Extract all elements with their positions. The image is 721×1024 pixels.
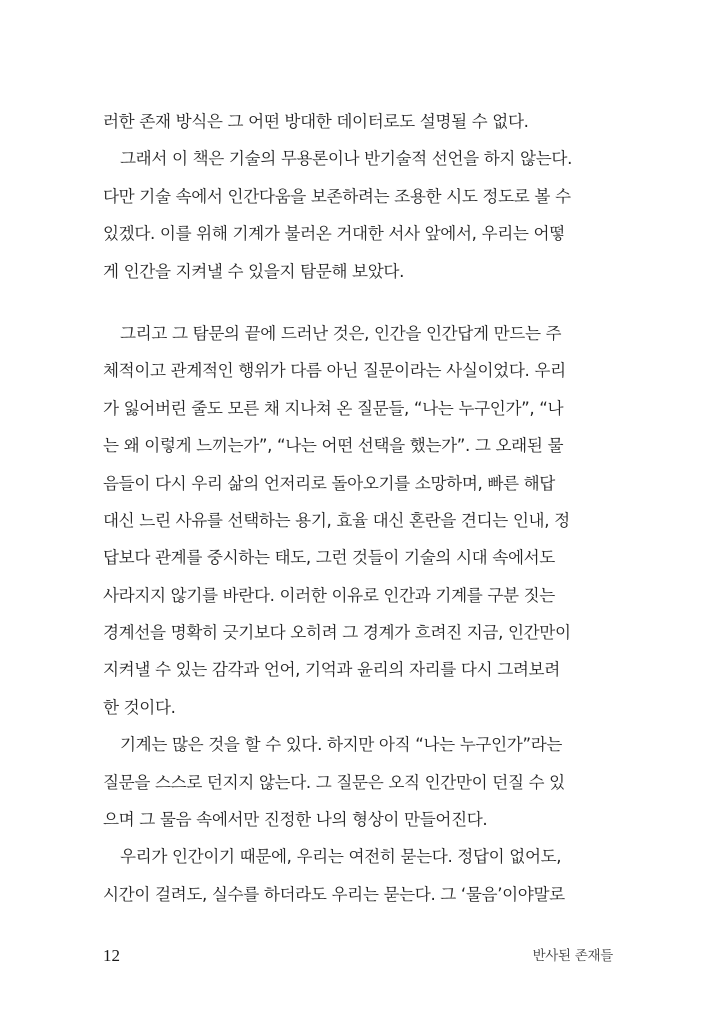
text-line: 는 왜 이렇게 느끼는가”, “나는 어떤 선택을 했는가”. 그 오래된 물 [103, 436, 564, 456]
text-line: 경계선을 명확히 긋기보다 오히려 그 경계가 흐려진 지금, 인간만이 [103, 623, 571, 643]
text-line: 대신 느린 사유를 선택하는 용기, 효율 대신 혼란을 견디는 인내, 정 [103, 510, 570, 530]
text-line: 게 인간을 지켜낼 수 있을지 탐문해 보았다. [103, 261, 405, 281]
text-line: 있겠다. 이를 위해 기계가 불러온 거대한 서사 앞에서, 우리는 어떻 [103, 224, 565, 244]
text-line: 그리고 그 탐문의 끝에 드러난 것은, 인간을 인간답게 만드는 주 [120, 323, 562, 343]
page-number: 12 [103, 946, 120, 965]
text-line: 기계는 많은 것을 할 수 있다. 하지만 아직 “나는 누구인가”라는 [120, 735, 563, 755]
text-line: 지켜낼 수 있는 감각과 언어, 기억과 윤리의 자리를 다시 그려보려 [103, 660, 560, 680]
text-line: 음들이 다시 우리 삶의 언저리로 돌아오기를 소망하며, 빠른 해답 [103, 473, 555, 493]
paragraph-gap [103, 290, 615, 315]
text-line: 한 것이다. [103, 697, 176, 717]
page-footer [103, 942, 613, 970]
text-line: 러한 존재 방식은 그 어떤 방대한 데이터로도 설명될 수 없다. [103, 112, 529, 131]
text-line: 답보다 관계를 중시하는 태도, 그런 것들이 기술의 시대 속에서도 [103, 548, 555, 568]
text-line: 질문을 스스로 던지지 않는다. 그 질문은 오직 인간만이 던질 수 있 [103, 772, 565, 792]
text-line: 그래서 이 책은 기술의 무용론이나 반기술적 선언을 하지 않는다. [120, 149, 572, 169]
text-line: 으며 그 물음 속에서만 진정한 나의 형상이 만들어진다. [103, 810, 488, 830]
text-line: 우리가 인간이기 때문에, 우리는 여전히 묻는다. 정답이 없어도, [120, 847, 562, 867]
text-line: 가 잃어버린 줄도 모른 채 지나쳐 온 질문들, “나는 누구인가”, “나 [103, 398, 564, 418]
text-line: 사라지지 않기를 바란다. 이러한 이유로 인간과 기계를 구분 짓는 [103, 585, 555, 605]
body-text [103, 103, 615, 913]
text-line: 다만 기술 속에서 인간다움을 보존하려는 조용한 시도 정도로 볼 수 [103, 186, 571, 206]
text-line: 체적이고 관계적인 행위가 다름 아닌 질문이라는 사실이었다. 우리 [103, 361, 566, 381]
text-line: 시간이 걸려도, 실수를 하더라도 우리는 묻는다. 그 ‘물음’이야말로 [103, 884, 565, 904]
running-title: 반사된 존재들 [532, 948, 613, 964]
